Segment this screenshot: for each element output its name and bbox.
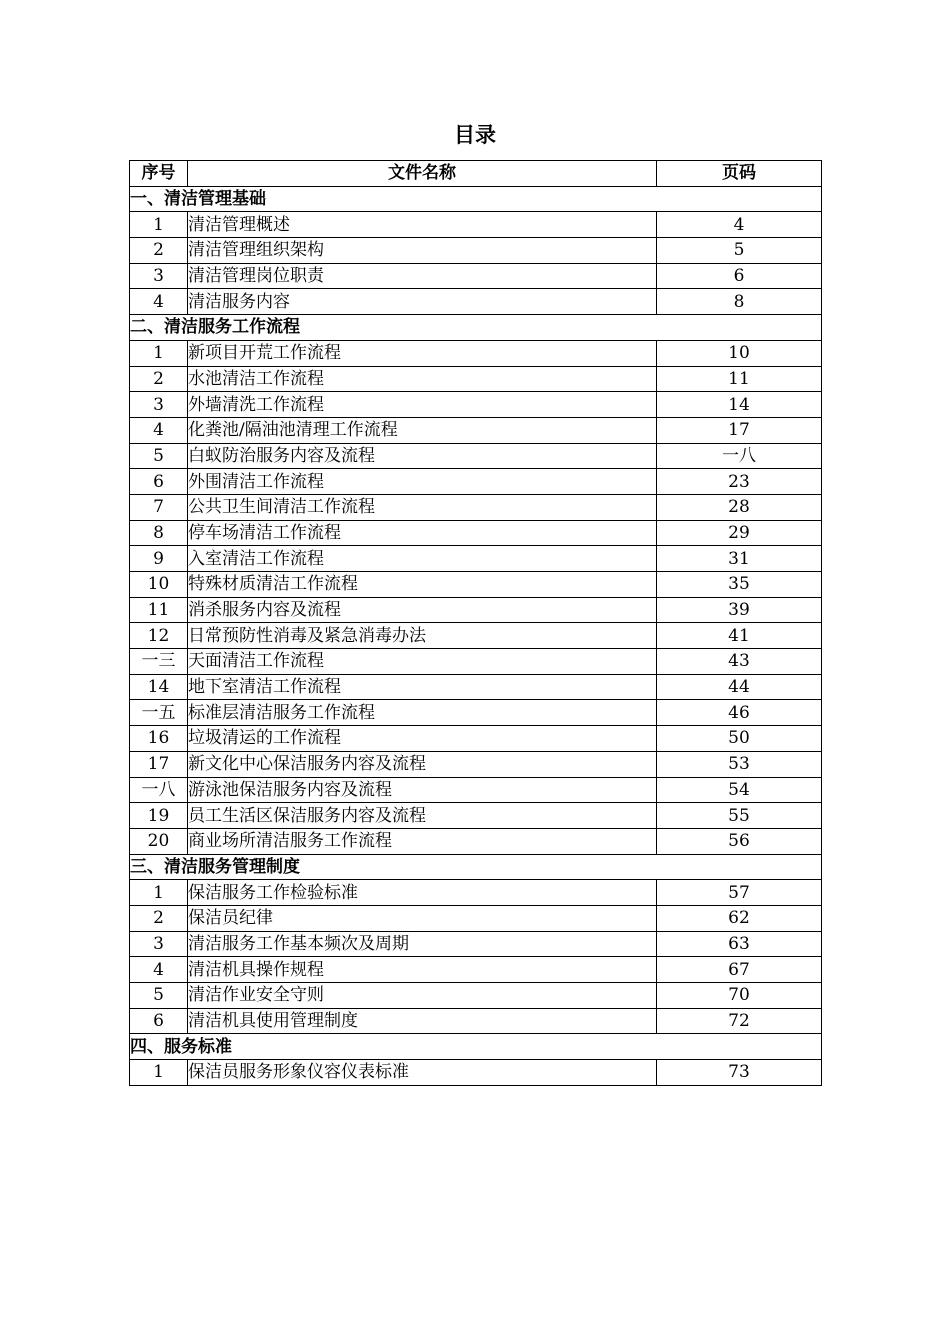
entry-name: 新文化中心保洁服务内容及流程: [188, 751, 657, 777]
section-row: [130, 1034, 822, 1060]
entry-index: 14: [130, 674, 188, 700]
entry-page: 39: [657, 597, 822, 623]
entry-index: 5: [130, 443, 188, 469]
toc-entry-row: [130, 392, 822, 418]
entry-name: 清洁作业安全守则: [188, 983, 657, 1009]
entry-page: 17: [657, 417, 822, 443]
entry-page: 54: [657, 777, 822, 803]
toc-entry-row: [130, 238, 822, 264]
entry-page: 4: [657, 212, 822, 238]
entry-index: 6: [130, 469, 188, 495]
toc-entry-row: [130, 905, 822, 931]
entry-name: 外围清洁工作流程: [188, 469, 657, 495]
section-row: [130, 186, 822, 212]
entry-page: 一八: [657, 443, 822, 469]
toc-entry-row: [130, 726, 822, 752]
entry-index: 1: [130, 212, 188, 238]
entry-name: 游泳池保洁服务内容及流程: [188, 777, 657, 803]
section-row: [130, 854, 822, 880]
toc-entry-row: [130, 212, 822, 238]
toc-entry-row: [130, 1008, 822, 1034]
entry-page: 53: [657, 751, 822, 777]
toc-entry-row: [130, 572, 822, 598]
entry-name: 入室清洁工作流程: [188, 546, 657, 572]
entry-index: 20: [130, 828, 188, 854]
toc-entry-row: [130, 520, 822, 546]
entry-index: 17: [130, 751, 188, 777]
toc-entry-row: [130, 340, 822, 366]
entry-page: 10: [657, 340, 822, 366]
entry-name: 保洁员服务形象仪容仪表标准: [188, 1060, 657, 1086]
entry-name: 保洁员纪律: [188, 905, 657, 931]
toc-entry-row: [130, 546, 822, 572]
entry-page: 41: [657, 623, 822, 649]
toc-entry-row: [130, 983, 822, 1009]
toc-entry-row: [130, 469, 822, 495]
page-title: 目录: [454, 123, 496, 147]
entry-name: 清洁机具操作规程: [188, 957, 657, 983]
entry-page: 28: [657, 494, 822, 520]
entry-name: 水池清洁工作流程: [188, 366, 657, 392]
entry-index: 一八: [130, 777, 188, 803]
entry-name: 保洁服务工作检验标准: [188, 880, 657, 906]
entry-page: 57: [657, 880, 822, 906]
section-title: 一、清洁管理基础: [130, 186, 822, 212]
entry-page: 35: [657, 572, 822, 598]
entry-index: 7: [130, 494, 188, 520]
section-title: 四、服务标准: [130, 1034, 822, 1060]
entry-index: 一三: [130, 649, 188, 675]
entry-name: 新项目开荒工作流程: [188, 340, 657, 366]
entry-name: 化粪池/隔油池清理工作流程: [188, 417, 657, 443]
toc-entry-row: [130, 597, 822, 623]
entry-name: 外墙清洗工作流程: [188, 392, 657, 418]
entry-index: 9: [130, 546, 188, 572]
section-row: [130, 315, 822, 341]
entry-page: 14: [657, 392, 822, 418]
entry-index: 11: [130, 597, 188, 623]
toc-entry-row: [130, 700, 822, 726]
entry-name: 消杀服务内容及流程: [188, 597, 657, 623]
entry-index: 3: [130, 392, 188, 418]
toc-entry-row: [130, 674, 822, 700]
toc-entry-row: [130, 777, 822, 803]
entry-name: 地下室清洁工作流程: [188, 674, 657, 700]
toc-entry-row: [130, 957, 822, 983]
entry-page: 62: [657, 905, 822, 931]
entry-name: 员工生活区保洁服务内容及流程: [188, 803, 657, 829]
header-name: 文件名称: [188, 161, 657, 187]
entry-name: 清洁管理概述: [188, 212, 657, 238]
section-title: 三、清洁服务管理制度: [130, 854, 822, 880]
toc-entry-row: [130, 289, 822, 315]
entry-index: 2: [130, 366, 188, 392]
entry-name: 垃圾清运的工作流程: [188, 726, 657, 752]
entry-name: 清洁服务内容: [188, 289, 657, 315]
entry-name: 天面清洁工作流程: [188, 649, 657, 675]
toc-body: [130, 186, 822, 1085]
entry-name: 清洁管理岗位职责: [188, 263, 657, 289]
entry-page: 11: [657, 366, 822, 392]
entry-index: 12: [130, 623, 188, 649]
entry-index: 4: [130, 417, 188, 443]
entry-page: 72: [657, 1008, 822, 1034]
entry-index: 3: [130, 931, 188, 957]
entry-name: 清洁管理组织架构: [188, 238, 657, 264]
entry-page: 6: [657, 263, 822, 289]
entry-page: 23: [657, 469, 822, 495]
entry-page: 31: [657, 546, 822, 572]
entry-index: 2: [130, 905, 188, 931]
toc-entry-row: [130, 880, 822, 906]
section-title: 二、清洁服务工作流程: [130, 315, 822, 341]
toc-entry-row: [130, 751, 822, 777]
toc-entry-row: [130, 803, 822, 829]
entry-page: 46: [657, 700, 822, 726]
toc-entry-row: [130, 623, 822, 649]
toc-entry-row: [130, 263, 822, 289]
toc-entry-row: [130, 417, 822, 443]
header-index: 序号: [130, 161, 188, 187]
entry-name: 日常预防性消毒及紧急消毒办法: [188, 623, 657, 649]
entry-name: 标准层清洁服务工作流程: [188, 700, 657, 726]
toc-table: [129, 160, 822, 1086]
entry-index: 1: [130, 1060, 188, 1086]
entry-index: 一五: [130, 700, 188, 726]
entry-page: 55: [657, 803, 822, 829]
toc-entry-row: [130, 366, 822, 392]
entry-page: 8: [657, 289, 822, 315]
entry-index: 8: [130, 520, 188, 546]
entry-name: 商业场所清洁服务工作流程: [188, 828, 657, 854]
entry-page: 44: [657, 674, 822, 700]
entry-page: 43: [657, 649, 822, 675]
entry-index: 10: [130, 572, 188, 598]
entry-index: 3: [130, 263, 188, 289]
header-page: 页码: [657, 161, 822, 187]
entry-name: 清洁服务工作基本频次及周期: [188, 931, 657, 957]
toc-entry-row: [130, 443, 822, 469]
entry-index: 1: [130, 880, 188, 906]
entry-index: 4: [130, 957, 188, 983]
entry-index: 16: [130, 726, 188, 752]
entry-index: 4: [130, 289, 188, 315]
entry-name: 白蚁防治服务内容及流程: [188, 443, 657, 469]
entry-name: 特殊材质清洁工作流程: [188, 572, 657, 598]
toc-header-row: [130, 161, 822, 187]
entry-page: 73: [657, 1060, 822, 1086]
entry-index: 6: [130, 1008, 188, 1034]
entry-name: 清洁机具使用管理制度: [188, 1008, 657, 1034]
toc-entry-row: [130, 649, 822, 675]
entry-page: 67: [657, 957, 822, 983]
entry-page: 70: [657, 983, 822, 1009]
entry-index: 2: [130, 238, 188, 264]
entry-page: 29: [657, 520, 822, 546]
toc-entry-row: [130, 1060, 822, 1086]
entry-index: 5: [130, 983, 188, 1009]
entry-index: 1: [130, 340, 188, 366]
entry-page: 5: [657, 238, 822, 264]
toc-entry-row: [130, 494, 822, 520]
entry-name: 停车场清洁工作流程: [188, 520, 657, 546]
entry-index: 19: [130, 803, 188, 829]
toc-entry-row: [130, 931, 822, 957]
entry-page: 50: [657, 726, 822, 752]
entry-page: 63: [657, 931, 822, 957]
toc-entry-row: [130, 828, 822, 854]
entry-page: 56: [657, 828, 822, 854]
entry-name: 公共卫生间清洁工作流程: [188, 494, 657, 520]
